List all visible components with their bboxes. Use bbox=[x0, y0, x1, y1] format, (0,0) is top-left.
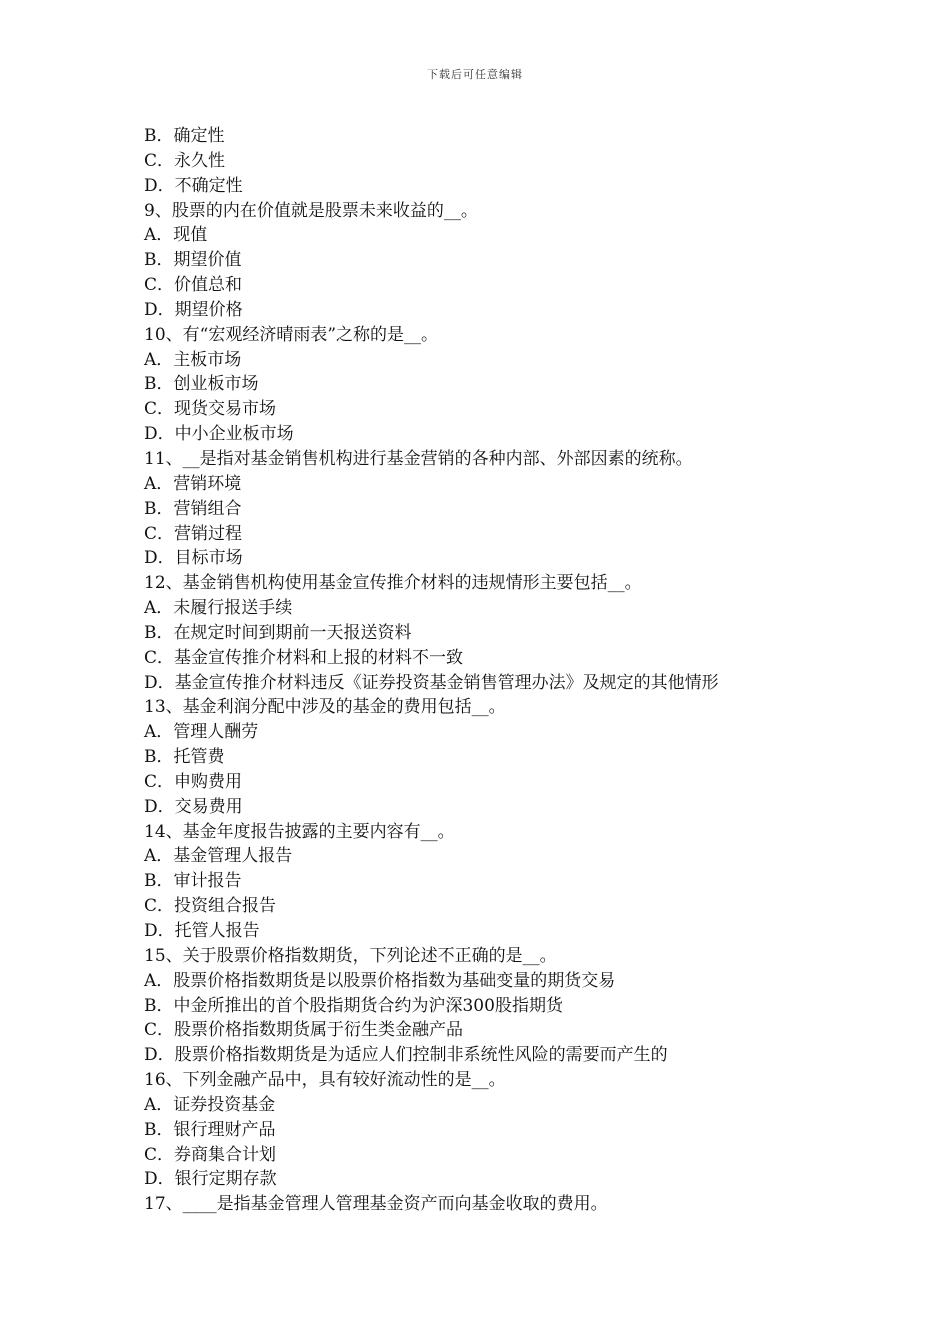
option-b: B．在规定时间到期前一天报送资料 bbox=[144, 622, 412, 643]
option-a: A．未履行报送手续 bbox=[144, 598, 293, 619]
option-b: B．创业板市场 bbox=[144, 374, 259, 395]
option-b: B．期望价值 bbox=[144, 250, 242, 271]
option-d: D．托管人报告 bbox=[144, 921, 260, 941]
option-b: B．营销组合 bbox=[144, 498, 242, 519]
option-d: D．目标市场 bbox=[144, 548, 243, 569]
option-a: A．现值 bbox=[144, 225, 208, 246]
option-a: A．基金管理人报告 bbox=[144, 846, 293, 867]
question-17: 17、____是指基金管理人管理基金资产而向基金收取的费用。 bbox=[144, 1194, 608, 1215]
question-9: 9、股票的内在价值就是股票未来收益的__。 bbox=[144, 200, 478, 221]
option-a: A．股票价格指数期货是以股票价格指数为基础变量的期货交易 bbox=[144, 970, 616, 991]
option-a: A．管理人酬劳 bbox=[144, 722, 259, 743]
option-c: C．价值总和 bbox=[144, 275, 243, 296]
document-body bbox=[144, 124, 844, 1217]
option-d: D．基金宣传推介材料违反《证券投资基金销售管理办法》及规定的其他情形 bbox=[144, 672, 719, 693]
option-c: C．营销过程 bbox=[144, 523, 243, 544]
option-b: B．银行理财产品 bbox=[144, 1119, 276, 1140]
question-11: 11、__是指对基金销售机构进行基金营销的各种内部、外部因素的统称。 bbox=[144, 448, 693, 469]
option-b: B．审计报告 bbox=[144, 871, 242, 892]
question-12: 12、基金销售机构使用基金宣传推介材料的违规情形主要包括__。 bbox=[144, 573, 642, 594]
option-c: C．现货交易市场 bbox=[144, 399, 277, 420]
option-c: C．股票价格指数期货属于衍生类金融产品 bbox=[144, 1020, 464, 1041]
option-c: C．券商集合计划 bbox=[144, 1144, 277, 1165]
option-a: A．主板市场 bbox=[144, 349, 242, 370]
question-13: 13、基金利润分配中涉及的基金的费用包括__。 bbox=[144, 697, 506, 718]
question-15: 15、关于股票价格指数期货，下列论述不正确的是__。 bbox=[144, 945, 557, 966]
option-c: C．投资组合报告 bbox=[144, 896, 277, 917]
option-a: A．证券投资基金 bbox=[144, 1094, 276, 1115]
option-d: D．中小企业板市场 bbox=[144, 424, 294, 445]
option-b: B．托管费 bbox=[144, 747, 225, 768]
option-b: B．确定性 bbox=[144, 126, 225, 146]
option-d: D．期望价格 bbox=[144, 299, 243, 320]
option-d: D．交易费用 bbox=[144, 796, 243, 817]
option-d: D．不确定性 bbox=[144, 175, 243, 196]
option-a: A．营销环境 bbox=[144, 473, 242, 494]
option-c: C．申购费用 bbox=[144, 771, 243, 792]
page-header: 下载后可任意编辑 bbox=[427, 68, 523, 81]
option-d: D．银行定期存款 bbox=[144, 1169, 277, 1190]
question-16: 16、下列金融产品中，具有较好流动性的是__。 bbox=[144, 1070, 506, 1091]
question-14: 14、基金年度报告披露的主要内容有__。 bbox=[144, 821, 455, 842]
question-10: 10、有“宏观经济晴雨表”之称的是__。 bbox=[144, 324, 439, 345]
option-c: C．永久性 bbox=[144, 150, 226, 171]
option-b: B．中金所推出的首个股指期货合约为沪深300股指期货 bbox=[144, 995, 563, 1016]
option-c: C．基金宣传推介材料和上报的材料不一致 bbox=[144, 647, 464, 668]
option-d: D．股票价格指数期货是为适应人们控制非系统性风险的需要而产生的 bbox=[144, 1045, 668, 1066]
